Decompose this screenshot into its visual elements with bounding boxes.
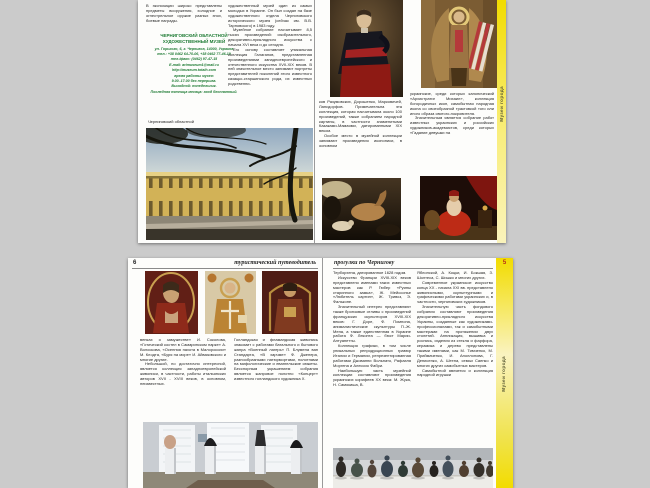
page-gutter-line: [322, 258, 323, 488]
hunting-scene-painting: [322, 178, 401, 240]
contact-address: ул. Горького, 6, г. Чернигов, 14000, Украина: [154, 46, 234, 51]
contact-website: http://museum.totalh.com: [172, 68, 216, 73]
paragraph: Искусство Франции XVIII-XIX веков представлено именами таких известных мастеров как Р. Гюбер «Руины старинного замка», Ж. Мейссонье «Любитель картин», Ж. Тривоз, Э. Фальконе.: [333, 274, 411, 305]
paragraph: Яблонской, А. Коцки, И. Бокшая, З. Шолтеса, С. Шишко и многих других.: [417, 271, 493, 280]
paragraph: Значительным является собрание работ известных украинских и российских художников-академистов, среди которых «Гадание девушки на: [410, 115, 494, 135]
paragraph: Коллекция графики, в том числе уникальных репродукционных гравюр Италии и Германии, репрезентированная работами Джованни Вольпато, Рафаэля Моргена и Алессио Фабри.: [333, 343, 411, 368]
header-rule: [333, 268, 493, 269]
section-color-tab: [496, 258, 513, 488]
paragraph: Особое место в музейной коллекции занимают произведения иконописи, в основном: [319, 133, 402, 148]
paragraph: Значительный интерес представляют также бронзовые отливы с произведений французских скульпторов XVIII-XIX веков: Г. Доре, Ф. Помпона, анималистические скульптуры П.-Ж. Мена, а также единственная в Украине работа Ф. Леконта — бюст Марии-Антуанетты.: [333, 304, 411, 344]
text-column: [228, 4, 312, 128]
paragraph: венках о замужестве» И. Соколова, «Готический костел в Самаринском парке» А. Волоскова, «Осенняя пахота в Малороссии» М. Клодта, «Буря на море» И. Айвазовского и многие другие.: [140, 338, 226, 362]
contact-fax: тел./факс: (0462) 97-47-15: [170, 57, 218, 62]
text-line: Черниговский областной: [148, 119, 194, 124]
paragraph: Современное украинское искусство конца XX - начала XXI вв. представлено живописными, скульптурными и графическими работами украинских и, в частности, черниговских художников.: [417, 279, 493, 305]
text-column: [319, 100, 402, 176]
paragraph: художественный музей один из самых молодых в Украине. Он был создан на базе художественного отдела Черниговского исторического музея (сейчас им. В.В. Тарновского) в 1983 году.: [228, 4, 312, 28]
section-label-vertical: Музеи города: [501, 356, 506, 392]
icon-st-nicholas: [205, 271, 256, 334]
page-number: 6: [133, 260, 137, 266]
cossack-portrait-painting: [330, 0, 403, 97]
sculpture-hall-photo: [143, 422, 318, 488]
page-gutter-line: [314, 0, 315, 243]
header-rule: [132, 268, 318, 269]
contact-email: E-mail: artmuseum1@mail.ru: [169, 62, 219, 67]
paragraph: Терборхена, датированное 1628 годом.: [333, 271, 407, 275]
paragraph: Его основу составляет уникальная коллекция Галаганов, представленная произведениями западноевропейского и отечественного искусства XVII-XIX веков. В ней значительное место занимают портреты представителей поколений этого известного казацко-старшинского рода, их известных родственни-: [228, 46, 312, 86]
fortune-telling-painting: [420, 176, 497, 240]
museum-name: ЧЕРНИГОВСКИЙ ОБЛАСТНОЙ ХУДОЖЕСТВЕННЫЙ МУЗЕЙ: [160, 33, 228, 44]
text-column: [146, 4, 222, 30]
paragraph: Музейное собрание насчитывает 8,5 тысяч произведений: изобразительного, декоративно-прикладного искусства с начала XVI века и до сегодня.: [228, 27, 312, 47]
paragraph: Значительную часть фондового собрания составляют произведения декоративно-прикладного искусства Украины, созданные как художниками-профессионалами, так и самобытными мастерами на протяжении двух столетий. Аппликация, вышивка и роспись, изделия из стекла и фарфора, керамика и дерево представлены такими именами, как М. Тимченко, М. Приймаченко, И. Аполлонова, Г. Денисенко, А. Штепа, семьи Саенко и многих других самобытных мастеров.: [417, 304, 493, 368]
running-header-left: туристический путеводитель: [234, 260, 316, 266]
text-column: [333, 271, 411, 447]
section-label-vertical: Музеи города: [498, 86, 504, 122]
building-photo: [146, 128, 313, 240]
bottom-page-spread: [128, 258, 513, 488]
text-column: [234, 338, 318, 420]
text-column: [140, 338, 226, 420]
paragraph: Самобытной является и коллекция народной игрушки: [417, 367, 493, 378]
contact-hours-label: время работы музея:: [174, 73, 214, 78]
contact-hours: 9.00–17.00 без перерыва.: [171, 79, 217, 84]
contact-dayoff: Выходной: понедельник.: [171, 84, 217, 89]
top-page-spread: [138, 0, 506, 243]
paragraph: украинские, среди которых канонический «Архистратиг Михаил», коллекция богородичных икон, самобытная народная икона со своеобразной трактовкой того или иного образа святого-покровителя.: [410, 92, 494, 116]
text-column: [417, 271, 493, 443]
running-header-right: прогулки по Чернигову: [334, 260, 395, 266]
contact-phone: тел.: +38 0462 64-70-06, +38 0462 77-46-19: [157, 52, 231, 57]
page-number: 5: [502, 260, 507, 266]
paragraph: Небольшой, но достаточно интересной, является коллекция западноевропейской живописи, в частности, работы итальянских авторов XVII - XVIII веков, в основном, неизвестных.: [140, 361, 226, 386]
text-column: [410, 92, 494, 172]
paragraph: Голландская и фламандская живопись знакомит с работами батального и бытового жанра «Военный лагерь» П. Блумена ван Стандарта, «В харчме» Ф. Дженера, разнообразными натюрмортами, полотнами на мифологические и евангельские сюжеты. Бесспорным украшением собрания является жанровое полотно «Концерт» известного голландского художника Х.: [234, 338, 318, 381]
icon-christ: [145, 271, 198, 334]
section-color-tab: [497, 0, 506, 243]
paragraph: В экспозиции широко представлены предметы вооружения, холодное и огнестрельное оружие разных эпох, боевые награды.: [146, 4, 222, 23]
ceramic-figurines-photo: [333, 448, 493, 488]
paragraph: Наибольшую часть музейной коллекции составляют произведения украинских корифеев XX века: М. Жука, Н. Самокиша, В.: [333, 367, 411, 388]
contact-free-day: Последняя пятница месяца: вход бесплатный.: [150, 89, 238, 94]
paragraph: ков Разумовских, Дорошенко, Марковичей, Лансдорфов. Примечательна эта коллекция, которая насчитывала около 100 произведений, также собранием народной картины, в частности знаменитыми Казаками-Мамаями, датированными XIX веком.: [319, 100, 402, 134]
icon-saint: [262, 271, 318, 334]
archangel-icon-painting: [421, 0, 497, 88]
